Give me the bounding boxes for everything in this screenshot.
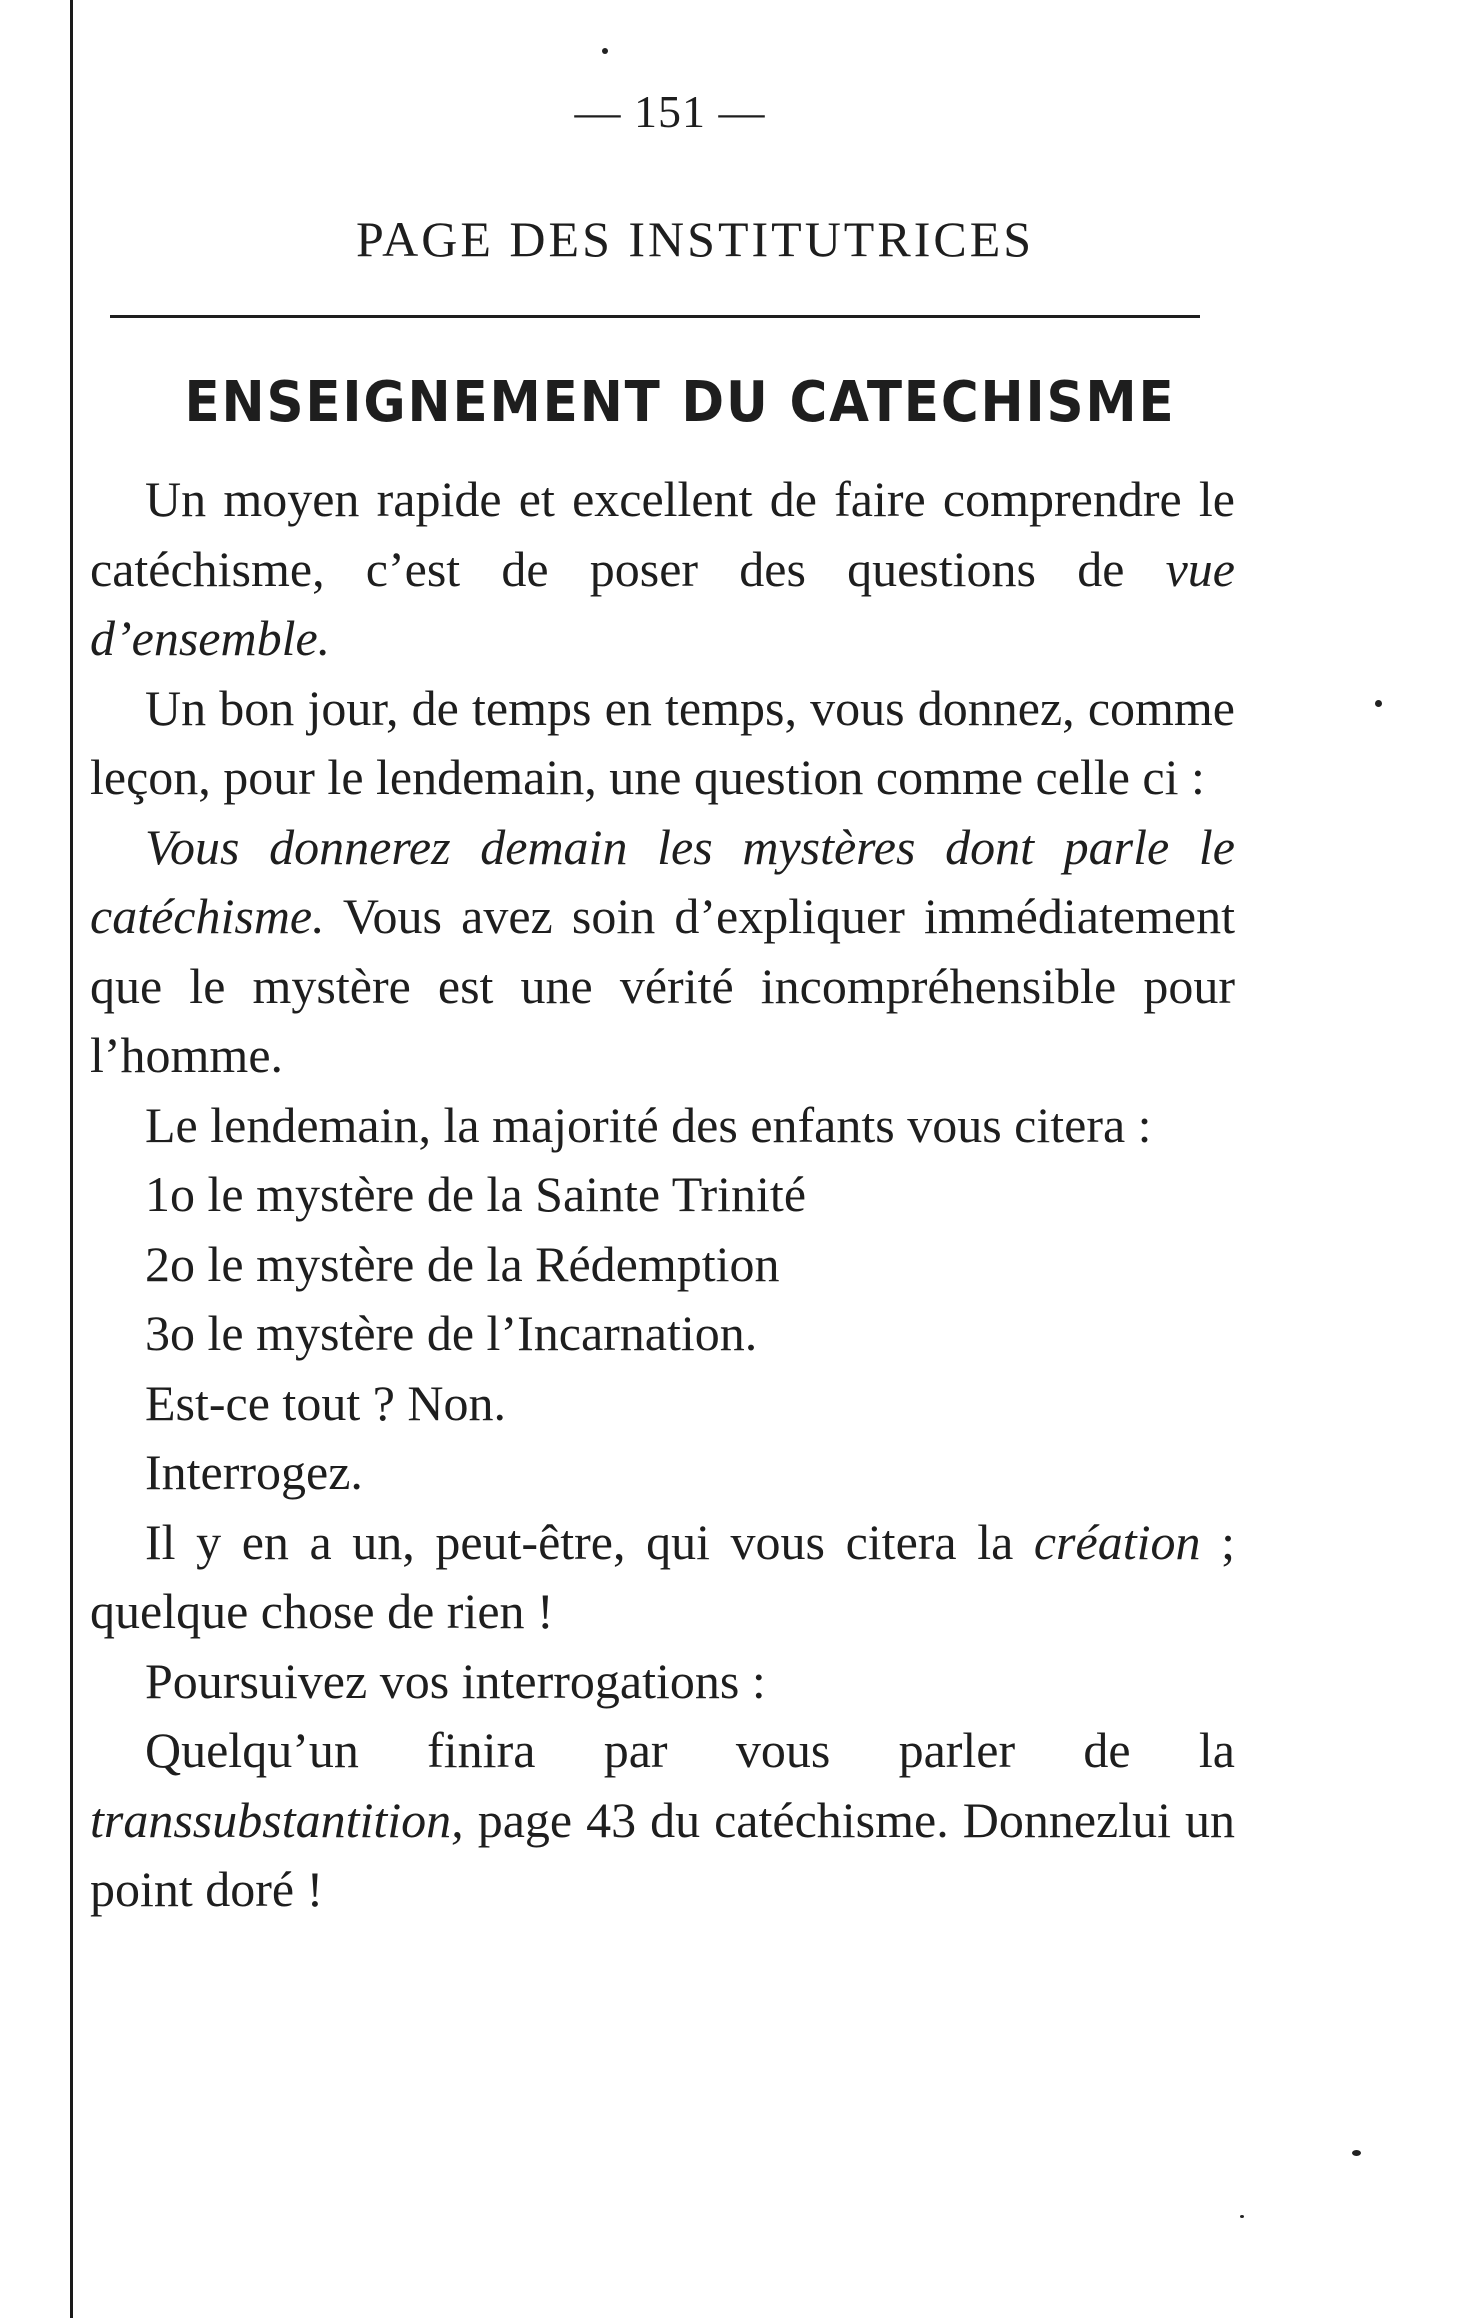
list-item: 1o le mystère de la Sainte Trinité — [145, 1166, 807, 1222]
section-header: PAGE DES INSTITUTRICES — [355, 211, 1035, 267]
emphasis: Vous donnerez demain les mystères dont parle le catéchisme. — [90, 818, 1235, 944]
scan-speck — [1240, 2215, 1244, 2218]
paragraph: Interrogez. — [145, 1444, 363, 1500]
article-body — [90, 465, 1235, 1925]
paragraph: Le lendemain, la majorité des enfants vous citera : — [145, 1096, 1152, 1153]
paragraph: Un bon jour, de temps en temps, vous donnez, comme leçon, pour le lendemain, une question comme celle ci : — [90, 679, 1235, 805]
left-margin-rule — [70, 0, 73, 2318]
paragraph: Un moyen rapide et excellent de faire comprendre le catéchisme, c’est de poser des questions de vue d’ensemble. — [90, 471, 1235, 666]
scan-speck — [602, 48, 608, 54]
paragraph: Poursuivez vos interrogations : — [145, 1652, 766, 1709]
scan-speck — [1375, 700, 1382, 707]
list-item: 2o le mystère de la Rédemption — [145, 1235, 780, 1292]
header-divider — [110, 315, 1200, 318]
paragraph: Vous donnerez demain les mystères dont parle le catéchisme. Vous avez soin d’expliquer immédiatement que le mystère est une vérité incompréhensible pour l’homme. — [90, 818, 1235, 1083]
list-item: 3o le mystère de l’Incarnation. — [145, 1305, 758, 1361]
paragraph: Quelqu’un finira par vous parler de la transsubstantition, page 43 du catéchisme. Donnezlui un point doré ! — [90, 1722, 1235, 1917]
scan-speck — [1352, 2150, 1361, 2156]
paragraph: Est-ce tout ? Non. — [145, 1374, 507, 1431]
emphasis: création — [1033, 1513, 1201, 1570]
emphasis: transsubstantition, — [90, 1791, 464, 1848]
article-title: ENSEIGNEMENT DU CATECHISME — [184, 370, 1176, 435]
paragraph: Il y en a un, peut-être, qui vous citera la création ; quelque chose de rien ! — [90, 1513, 1235, 1639]
emphasis: vue d’ensemble. — [90, 540, 1235, 666]
page-number: — 151 — — [574, 86, 766, 137]
